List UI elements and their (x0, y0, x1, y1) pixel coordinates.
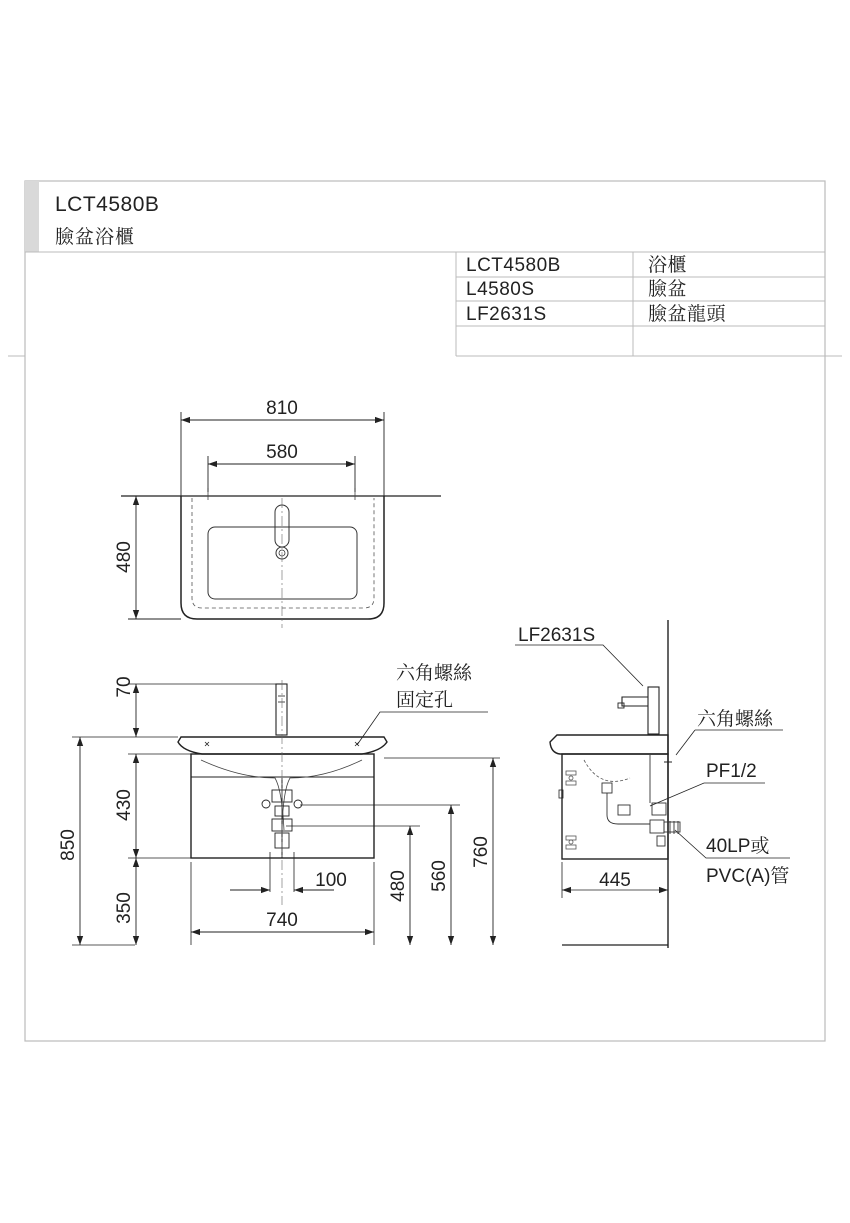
product-name: 臉盆浴櫃 (55, 227, 136, 248)
faucet-side (648, 687, 659, 734)
faucet-code-label: LF2631S (518, 625, 596, 646)
dim-810: 810 (266, 398, 298, 419)
dim-480-front: 480 (388, 870, 409, 902)
basin-bowl (208, 527, 357, 599)
pf12-leader (650, 783, 765, 806)
hinge-marks (566, 771, 576, 849)
pf12-label: PF1/2 (706, 761, 757, 782)
basin-bowl-front (201, 760, 284, 830)
hex-screw-side-leader (676, 730, 695, 755)
dim-70: 70 (114, 676, 135, 698)
drain-pipe-label-1: 40LP或 (706, 836, 770, 857)
faucet-leader (515, 645, 643, 686)
table-row-3-code: LF2631S (466, 304, 547, 325)
table-row-1-name: 浴櫃 (648, 255, 688, 276)
dim-350: 350 (114, 892, 135, 924)
dim-850: 850 (58, 829, 79, 861)
dim-100: 100 (315, 870, 347, 891)
hex-screw-side-label: 六角螺絲 (697, 709, 774, 730)
dim-430: 430 (114, 789, 135, 821)
dim-445: 445 (599, 870, 631, 891)
model-code: LCT4580B (55, 193, 160, 216)
table-row-2-code: L4580S (466, 279, 535, 300)
table-row-2-name: 臉盆 (648, 279, 688, 300)
dim-580: 580 (266, 442, 298, 463)
basin-top-side (550, 735, 668, 754)
drain-pipe-label-2: PVC(A)管 (706, 866, 790, 887)
table-row-1-code: LCT4580B (466, 255, 561, 276)
hex-screw-hole-leader (357, 712, 488, 745)
top-view (121, 488, 441, 628)
hex-screw-hole-label-2: 固定孔 (396, 690, 454, 711)
dim-480-depth: 480 (114, 541, 135, 573)
basin-inner-rim (192, 498, 374, 608)
dim-740: 740 (266, 910, 298, 931)
bowl-hidden-line (584, 760, 630, 781)
table-row-3-name: 臉盆龍頭 (648, 304, 727, 325)
basin-outline (181, 496, 384, 619)
faucet-body-front (276, 684, 287, 735)
dim-760: 760 (471, 836, 492, 868)
front-view (178, 680, 387, 905)
dim-560: 560 (429, 860, 450, 892)
hex-screw-hole-label-1: 六角螺絲 (396, 663, 473, 684)
side-view (550, 620, 680, 948)
